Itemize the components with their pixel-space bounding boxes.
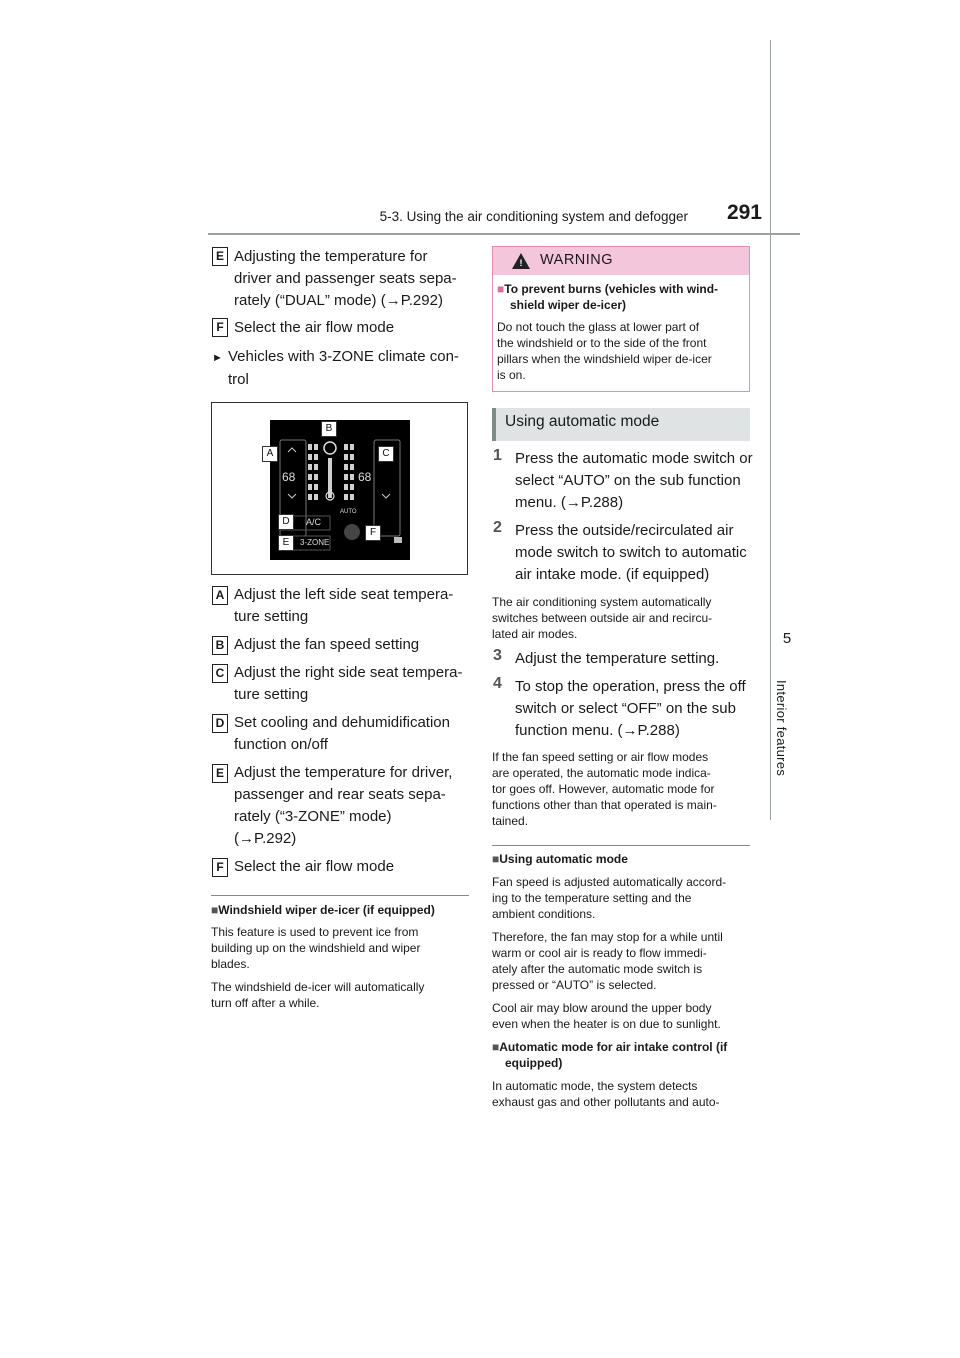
auto-info-paragraph-1: Fan speed is adjusted automatically accord- ing to the temperature setting and the ambient conditions.: [492, 875, 727, 921]
item-e2-text: Adjust the temperature for driver, passenger and rear seats sepa- rately (“3-ZONE” mode) (→P.292): [234, 764, 453, 847]
section-title: 5-3. Using the air conditioning system and defogger: [379, 209, 688, 224]
side-tab-divider: [770, 40, 771, 820]
deicer-heading: ■Windshield wiper de-icer (if equipped): [211, 903, 435, 917]
left-temp-readout: 68: [282, 470, 296, 484]
divider: [492, 845, 750, 846]
auto-info-paragraph-4: In automatic mode, the system detects exhaust gas and other pollutants and auto-: [492, 1079, 720, 1109]
key-b: B: [212, 636, 228, 655]
step-number: 1: [493, 447, 502, 464]
item-f2-text: Select the air flow mode: [234, 858, 395, 875]
step-number: 2: [493, 519, 502, 536]
item-a-text: Adjust the left side seat tempera- ture setting: [234, 586, 454, 625]
header-divider: [208, 233, 800, 235]
callout-c: C: [378, 446, 394, 462]
key-c: C: [212, 664, 228, 683]
square-bullet-icon: ■: [497, 282, 505, 296]
callout-e: E: [278, 535, 294, 551]
step-1-text: Press the automatic mode switch or select “AUTO” on the sub function menu. (→P.288): [515, 450, 753, 511]
warning-header: [493, 247, 749, 275]
deicer-paragraph-2: The windshield de-icer will automatically turn off after a while.: [211, 980, 425, 1010]
note-paragraph-2: If the fan speed setting or air flow modes are operated, the automatic mode indica- tor goes off. However, automatic mode for functions other than that operated is main- tained.: [492, 750, 717, 828]
auto-info-heading: ■Using automatic mode: [492, 852, 628, 866]
key-f2: F: [212, 858, 228, 877]
square-bullet-icon: ■: [211, 903, 219, 917]
divider: [211, 895, 469, 896]
step-4-text: To stop the operation, press the off switch or select “OFF” on the sub function menu. (→P.288): [515, 678, 746, 739]
square-bullet-icon: ■: [492, 852, 500, 866]
triangle-bullet-icon: ►: [212, 352, 223, 364]
vehicle-note: ► Vehicles with 3-ZONE climate con- trol: [212, 348, 459, 388]
key-e: E: [212, 247, 228, 266]
step-2-text: Press the outside/recirculated air mode switch to switch to automatic air intake mode. (if equipped): [515, 522, 747, 583]
right-temp-readout: 68: [358, 470, 372, 484]
chapter-label: Interior features: [774, 680, 789, 777]
ac-label: A/C: [306, 517, 322, 527]
item-d-text: Set cooling and dehumidification function on/off: [234, 714, 450, 753]
item-b-text: Adjust the fan speed setting: [234, 636, 420, 653]
note-paragraph-1: The air conditioning system automatically switches between outside air and recircu- lated air modes.: [492, 595, 713, 641]
key-d: D: [212, 714, 228, 733]
warning-label: WARNING: [540, 252, 614, 268]
key-f: F: [212, 318, 228, 337]
step-number: 4: [493, 675, 502, 692]
chapter-number: 5: [782, 630, 792, 647]
key-e2: E: [212, 764, 228, 783]
key-a: A: [212, 586, 228, 605]
zone-label: 3-ZONE: [300, 538, 330, 547]
section-heading: Using automatic mode: [505, 413, 660, 430]
auto-info-paragraph-3: Cool air may blow around the upper body even when the heater is on due to sunlight.: [492, 1001, 721, 1031]
callout-f: F: [365, 525, 381, 541]
item-f-text: Select the air flow mode: [234, 319, 395, 336]
auto-info-paragraph-2: Therefore, the fan may stop for a while until warm or cool air is ready to flow immedi- ately after the automatic mode switch is pressed or “AUTO” is selected.: [492, 930, 723, 992]
square-bullet-icon: ■: [492, 1040, 500, 1054]
item-e-text: Adjusting the temperature for driver and passenger seats sepa- rately (“DUAL” mode) (→P.292): [234, 248, 457, 309]
step-3-text: Adjust the temperature setting.: [515, 650, 720, 667]
callout-d: D: [278, 514, 294, 530]
deicer-paragraph-1: This feature is used to prevent ice from building up on the windshield and wiper blades.: [211, 925, 421, 971]
warning-title: ■To prevent burns (vehicles with wind- shield wiper de-icer): [497, 282, 719, 312]
step-number: 3: [493, 647, 502, 664]
auto-info-heading-2: ■Automatic mode for air intake control (if equipped): [492, 1040, 728, 1070]
callout-a: A: [262, 446, 278, 462]
page-number: 291: [726, 201, 762, 224]
item-c-text: Adjust the right side seat tempera- ture setting: [234, 664, 463, 703]
warning-body: Do not touch the glass at lower part of the windshield or to the side of the front pillars when the windshield wiper de-icer is on.: [497, 320, 712, 382]
auto-label: AUTO: [340, 509, 357, 515]
callout-b: B: [321, 421, 337, 437]
